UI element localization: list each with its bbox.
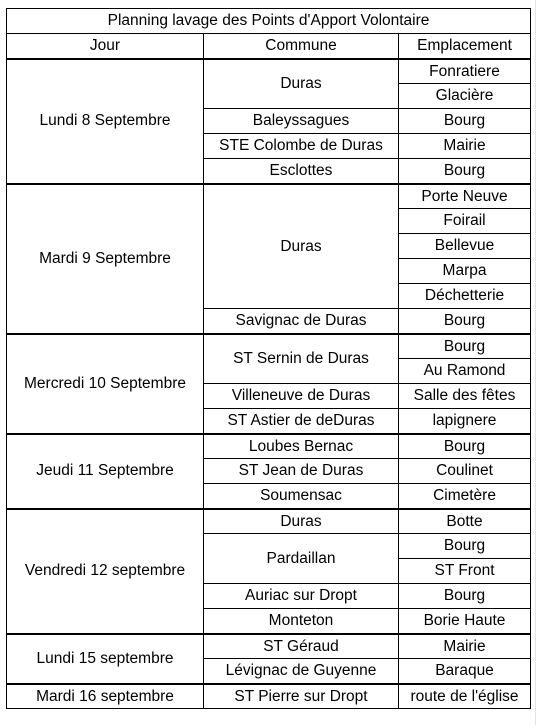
cell-emplacement[interactable]: Cimetère xyxy=(399,484,531,509)
cell-emplacement[interactable]: Marpa xyxy=(399,259,531,284)
cell-jour[interactable]: Lundi 8 Septembre xyxy=(7,59,204,184)
cell-emplacement[interactable]: Bourg xyxy=(399,334,531,359)
cell-emplacement[interactable]: Bourg xyxy=(399,159,531,184)
cell-jour[interactable]: Vendredi 12 septembre xyxy=(7,509,204,634)
cell-emplacement[interactable]: Glacière xyxy=(399,84,531,109)
cell-commune[interactable]: Lévignac de Guyenne xyxy=(204,659,399,684)
table-row xyxy=(7,684,531,709)
cell-jour[interactable]: Lundi 15 septembre xyxy=(7,634,204,684)
cell-emplacement[interactable]: Borie Haute xyxy=(399,609,531,634)
cell-jour[interactable]: Jeudi 11 Septembre xyxy=(7,434,204,509)
cell-commune[interactable]: ST Jean de Duras xyxy=(204,459,399,484)
cell-emplacement[interactable]: Bourg xyxy=(399,309,531,334)
cell-commune[interactable]: Soumensac xyxy=(204,484,399,509)
cell-jour[interactable]: Mardi 9 Septembre xyxy=(7,184,204,334)
table-row xyxy=(7,434,531,459)
cell-commune[interactable]: Duras xyxy=(204,509,399,534)
table-row xyxy=(7,634,531,659)
header-emplacement[interactable]: Emplacement xyxy=(399,34,531,59)
cell-emplacement[interactable]: route de l'église xyxy=(399,684,531,709)
cell-commune[interactable]: STE Colombe de Duras xyxy=(204,134,399,159)
cell-commune[interactable]: Savignac de Duras xyxy=(204,309,399,334)
cell-emplacement[interactable]: Bourg xyxy=(399,534,531,559)
cell-commune[interactable]: Esclottes xyxy=(204,159,399,184)
cell-jour[interactable]: Mardi 16 septembre xyxy=(7,684,204,709)
cell-emplacement[interactable]: Déchetterie xyxy=(399,284,531,309)
cell-emplacement[interactable]: Salle des fêtes xyxy=(399,384,531,409)
table-row xyxy=(7,59,531,84)
cell-emplacement[interactable]: Botte xyxy=(399,509,531,534)
table-row xyxy=(7,509,531,534)
header-commune[interactable]: Commune xyxy=(204,34,399,59)
cell-emplacement[interactable]: Bourg xyxy=(399,109,531,134)
cell-emplacement[interactable]: Baraque xyxy=(399,659,531,684)
planning-table xyxy=(6,8,531,709)
cell-commune[interactable]: Villeneuve de Duras xyxy=(204,384,399,409)
cell-jour[interactable]: Mercredi 10 Septembre xyxy=(7,334,204,434)
cell-commune[interactable]: Duras xyxy=(204,184,399,309)
cell-commune[interactable]: ST Sernin de Duras xyxy=(204,334,399,384)
cell-commune[interactable]: Loubes Bernac xyxy=(204,434,399,459)
header-jour[interactable]: Jour xyxy=(7,34,204,59)
cell-emplacement[interactable]: Foirail xyxy=(399,209,531,234)
table-row xyxy=(7,334,531,359)
cell-commune[interactable]: ST Géraud xyxy=(204,634,399,659)
cell-emplacement[interactable]: Au Ramond xyxy=(399,359,531,384)
table-title[interactable]: Planning lavage des Points d'Apport Volontaire xyxy=(7,9,531,34)
cell-emplacement[interactable]: Coulinet xyxy=(399,459,531,484)
cell-emplacement[interactable]: Mairie xyxy=(399,134,531,159)
cell-commune[interactable]: Monteton xyxy=(204,609,399,634)
cell-commune[interactable]: ST Astier de deDuras xyxy=(204,409,399,434)
cell-emplacement[interactable]: Bourg xyxy=(399,434,531,459)
table-row xyxy=(7,184,531,209)
cell-commune[interactable]: Duras xyxy=(204,59,399,109)
cell-emplacement[interactable]: Mairie xyxy=(399,634,531,659)
cell-emplacement[interactable]: Porte Neuve xyxy=(399,184,531,209)
cell-commune[interactable]: Baleyssagues xyxy=(204,109,399,134)
cell-emplacement[interactable]: lapignere xyxy=(399,409,531,434)
cell-emplacement[interactable]: Fonratiere xyxy=(399,59,531,84)
cell-emplacement[interactable]: Bellevue xyxy=(399,234,531,259)
cell-emplacement[interactable]: Bourg xyxy=(399,584,531,609)
cell-emplacement[interactable]: ST Front xyxy=(399,559,531,584)
grid-line xyxy=(535,0,536,725)
cell-commune[interactable]: ST Pierre sur Dropt xyxy=(204,684,399,709)
cell-commune[interactable]: Pardaillan xyxy=(204,534,399,584)
cell-commune[interactable]: Auriac sur Dropt xyxy=(204,584,399,609)
